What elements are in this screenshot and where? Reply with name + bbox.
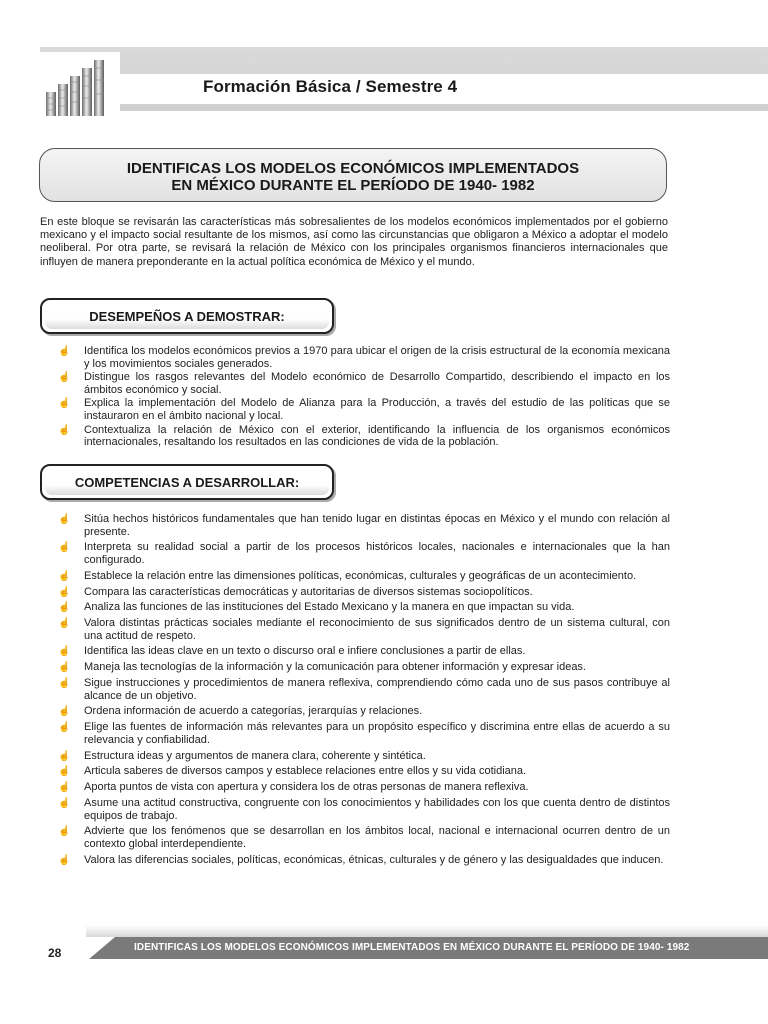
list-item: ☝ Ordena información de acuerdo a categorías, jerarquías y relaciones. <box>58 705 423 718</box>
pointing-hand-icon: ☝ <box>58 586 71 598</box>
pointing-hand-icon: ☝ <box>58 398 71 410</box>
header-title: Formación Básica / Semestre 4 <box>203 77 458 96</box>
list-item: ☝ Advierte que los fenómenos que se desarrollan en los ámbitos local, nacional e internacional ocurren dentro de un contexto global interdependiente. <box>58 825 670 850</box>
list-item: ☝ Identifica las ideas clave en un texto o discurso oral e infiere conclusiones a partir de ellas. <box>58 645 526 658</box>
pointing-hand-icon: ☝ <box>58 662 71 674</box>
list-item: ☝ Compara las características democráticas y autoritarias de diversos sistemas sociopolíticos. <box>58 585 533 598</box>
block-title-line-2: EN MÉXICO DURANTE EL PERÍODO DE 1940- 1982 <box>171 177 535 194</box>
footer-running-title: IDENTIFICAS LOS MODELOS ECONÓMICOS IMPLEMENTADOS EN MÉXICO DURANTE EL PERÍODO DE 1940- 1982 <box>134 942 690 953</box>
list-item: ☝ Aporta puntos de vista con apertura y considera los de otras personas de manera reflexiva. <box>58 781 529 794</box>
desempenos-heading <box>40 298 334 334</box>
block-title-box <box>39 148 667 202</box>
list-item: ☝ Contextualiza la relación de México con el exterior, identificando la influencia de los organismos económicos internacionales, resaltando los resultados en las condiciones de vida de la población. <box>58 423 670 449</box>
competencias-heading <box>40 464 334 500</box>
list-item: ☝ Valora las diferencias sociales, políticas, económicas, étnicas, culturales y de género y las desigualdades que inducen. <box>58 853 664 866</box>
desempenos-heading-label: DESEMPEÑOS A DEMOSTRAR: <box>89 308 285 324</box>
coin-stacks-icon <box>40 52 120 120</box>
list-item: ☝ Explica la implementación del Modelo de Alianza para la Producción, a través del estudio de las políticas que se instauraron en el ámbito nacional y local. <box>58 397 670 422</box>
competencias-heading-label: COMPETENCIAS A DESARROLLAR: <box>74 474 300 490</box>
list-item: ☝ Sigue instrucciones y procedimientos de manera reflexiva, comprendiendo cómo cada uno de sus pasos contribuye al alcance de un objetivo. <box>58 677 670 702</box>
pointing-hand-icon: ☝ <box>58 766 71 778</box>
pointing-hand-icon: ☝ <box>58 722 71 734</box>
pointing-hand-icon: ☝ <box>58 602 71 614</box>
pointing-hand-icon: ☝ <box>58 854 71 866</box>
pointing-hand-icon: ☝ <box>58 678 71 690</box>
list-item: ☝ Identifica los modelos económicos previos a 1970 para ubicar el origen de la crisis estructural de la economía mexicana y los movimientos sociales generados. <box>58 345 670 370</box>
list-item: ☝ Articula saberes de diversos campos y establece relaciones entre ellos y su vida cotidiana. <box>58 765 527 778</box>
list-item: ☝ Interpreta su realidad social a partir de los procesos históricos locales, nacionales e internacionales que la han configurado. <box>58 541 670 566</box>
desempenos-list <box>54 345 670 450</box>
list-item: ☝ Elige las fuentes de información más relevantes para un propósito específico y discrimina entre ellas de acuerdo a su relevancia y confiabilidad. <box>58 721 670 746</box>
pointing-hand-icon: ☝ <box>58 618 71 630</box>
pointing-hand-icon: ☝ <box>58 570 71 582</box>
pointing-hand-icon: ☝ <box>58 826 71 838</box>
pointing-hand-icon: ☝ <box>58 346 71 357</box>
intro-paragraph: En este bloque se revisarán las características más sobresalientes de los modelos económicos implementados por el gobierno mexicano y el impacto social resultante de los mismos, así como las circunstancias que obligaron a México a adoptar el modelo neoliberal. Por otra parte, se revisará la relación de México con los principales organismos financieros internacionales que influyen de manera preponderante en la actual política económica de México y el mundo. <box>40 216 668 268</box>
pointing-hand-icon: ☝ <box>58 706 71 718</box>
list-item: ☝ Estructura ideas y argumentos de manera clara, coherente y sintética. <box>58 749 426 762</box>
pointing-hand-icon: ☝ <box>58 514 71 525</box>
pointing-hand-icon: ☝ <box>58 750 71 762</box>
footer-shade <box>86 925 768 937</box>
block-title-line-1: IDENTIFICAS LOS MODELOS ECONÓMICOS IMPLEMENTADOS <box>126 160 580 177</box>
pointing-hand-icon: ☝ <box>58 424 71 436</box>
competencias-list <box>54 513 670 869</box>
list-item: ☝ Valora distintas prácticas sociales mediante el reconocimiento de sus significados dentro de un sistema cultural, con una actitud de respeto. <box>58 617 670 642</box>
list-item: ☝ Asume una actitud constructiva, congruente con los conocimientos y habilidades con los que cuenta dentro de distintos equipos de trabajo. <box>58 796 670 822</box>
list-item: ☝ Establece la relación entre las dimensiones políticas, económicas, culturales y geográficas de un acontecimiento. <box>58 569 637 582</box>
pointing-hand-icon: ☝ <box>58 797 71 809</box>
list-item: ☝ Distingue los rasgos relevantes del Modelo económico de Desarrollo Compartido, describiendo el impacto en los ámbitos económico y social. <box>58 371 670 396</box>
pointing-hand-icon: ☝ <box>58 782 71 794</box>
list-item: ☝ Maneja las tecnologías de la información y la comunicación para obtener información y expresar ideas. <box>58 661 586 674</box>
pointing-hand-icon: ☝ <box>58 646 71 658</box>
list-item: ☝ Sitúa hechos históricos fundamentales que han tenido lugar en distintas épocas en México y el mundo con relación al presente. <box>58 513 670 538</box>
pointing-hand-icon: ☝ <box>58 372 71 384</box>
page-number: 28 <box>48 946 62 960</box>
list-item: ☝ Analiza las funciones de las instituciones del Estado Mexicano y la manera en que impactan su vida. <box>58 601 575 614</box>
pointing-hand-icon: ☝ <box>58 542 71 554</box>
